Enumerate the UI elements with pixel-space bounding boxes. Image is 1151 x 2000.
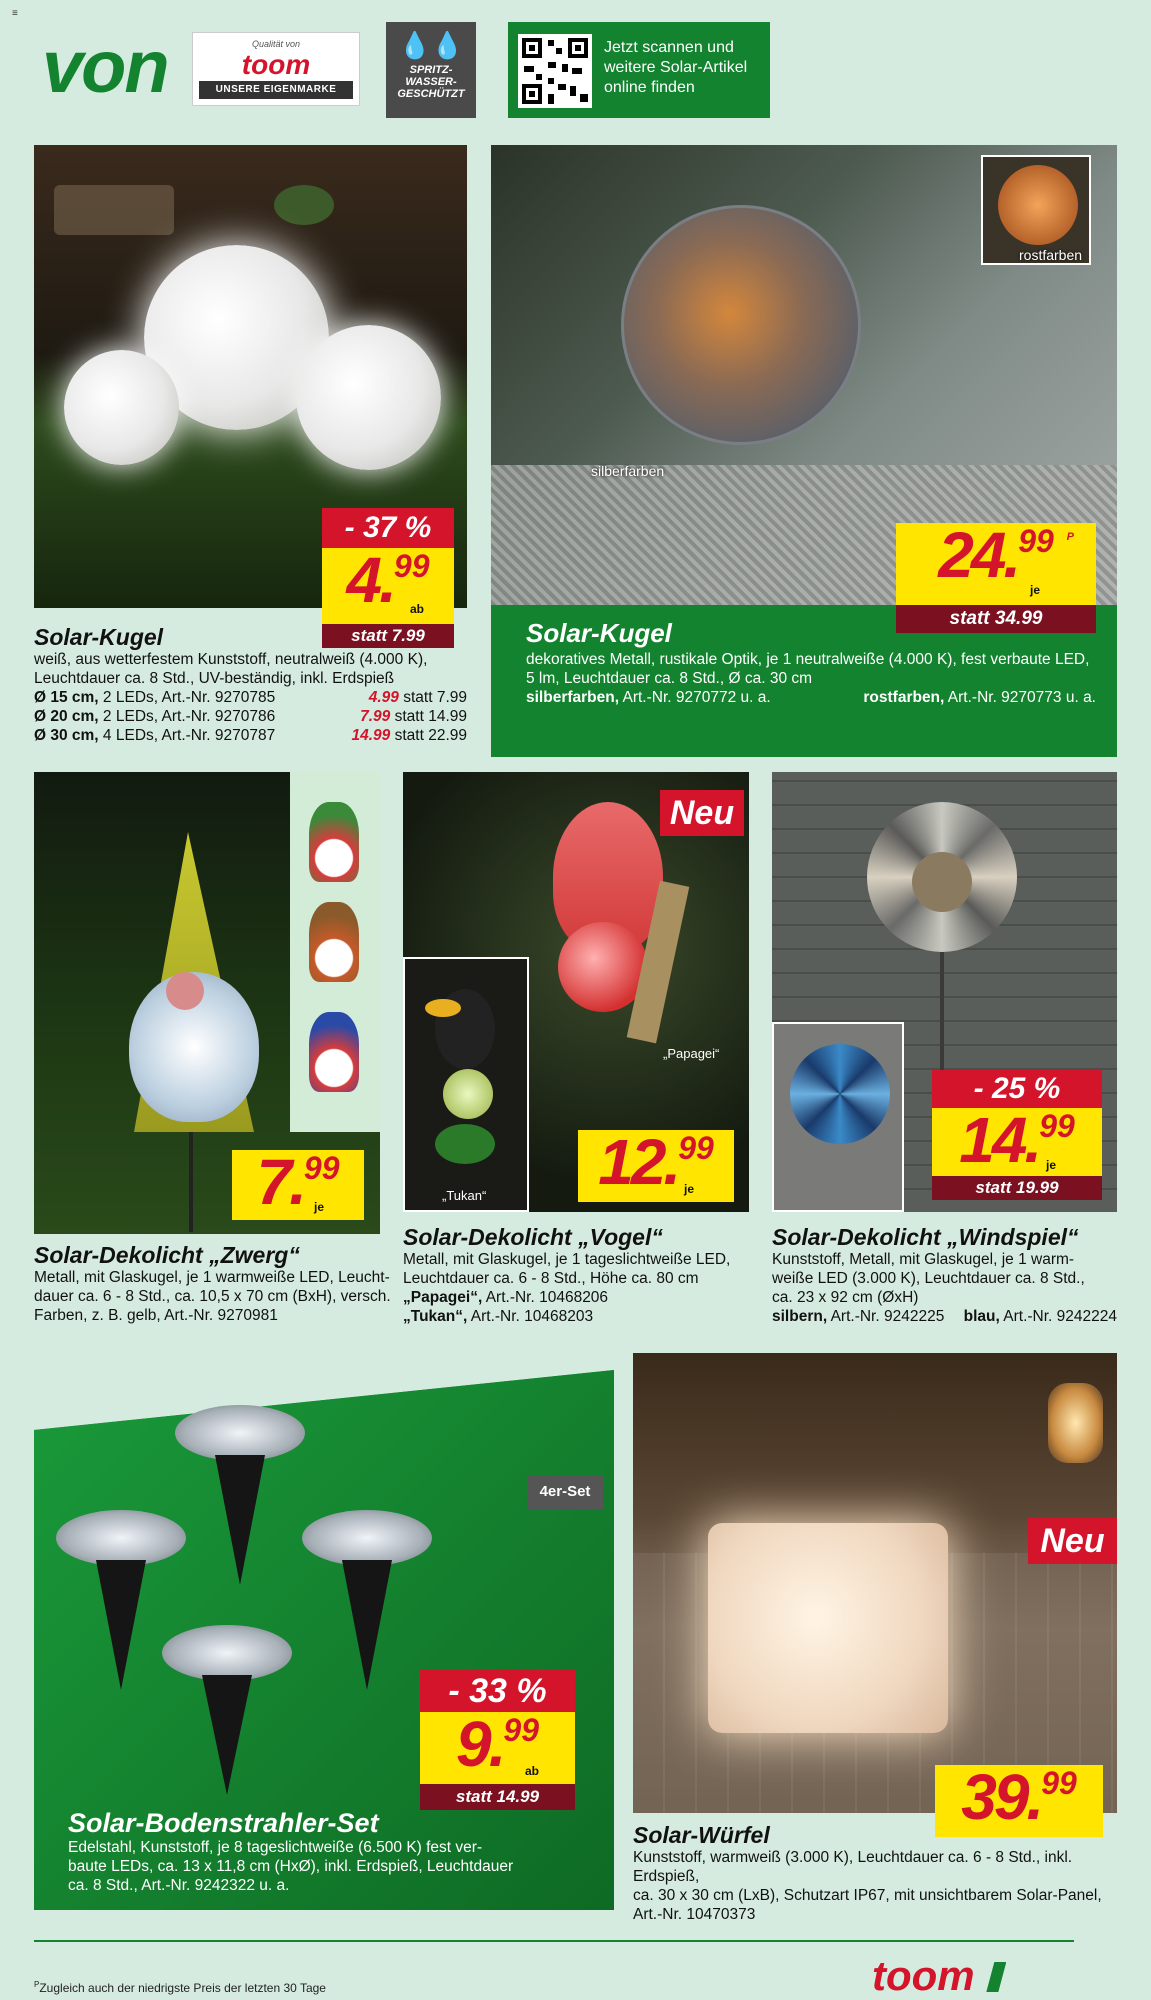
qr-line3: online finden	[604, 79, 695, 96]
price-cents: 99	[393, 548, 430, 584]
label-rostfarben: rostfarben	[1019, 247, 1083, 263]
footer-logo-text: toom	[872, 1952, 975, 1999]
price-tag	[932, 1104, 1102, 1176]
product-info-p4	[403, 1224, 763, 1326]
variant-size: Ø 20 cm,	[34, 708, 99, 725]
footer-note-mark: P	[34, 1980, 40, 1989]
variant-row	[34, 726, 467, 745]
variant-name: silbern,	[772, 1308, 828, 1325]
new-badge-p7: Neu	[1028, 1518, 1117, 1564]
variant-name: rostfarben,	[863, 689, 945, 706]
variant-size: Ø 15 cm,	[34, 689, 99, 706]
product-desc-1: Metall, mit Glaskugel, je 1 warmweiße LED, Leucht-	[34, 1269, 390, 1286]
brand-prefix: von	[42, 25, 168, 108]
product-desc-2: dauer ca. 6 - 8 Std., ca. 10,5 x 70 cm (BxH), versch.	[34, 1288, 391, 1305]
variant-name: silberfarben,	[526, 689, 620, 706]
label-silberfarben: silberfarben	[591, 463, 665, 479]
spritz-line1: SPRITZ-	[409, 64, 453, 76]
product-desc-1: Kunststoff, Metall, mit Glaskugel, je 1 warm-	[772, 1251, 1075, 1268]
product-title: Solar-Bodenstrahler-Set	[68, 1808, 379, 1838]
price-tag	[420, 1708, 575, 1784]
product-desc-2: 5 lm, Leuchtdauer ca. 8 Std., Ø ca. 30 cm	[526, 670, 813, 687]
product-info-p1	[34, 624, 467, 745]
variant-statt: statt 14.99	[390, 708, 467, 725]
product-info-p5	[772, 1224, 1117, 1326]
qr-promo-box[interactable]	[508, 22, 770, 118]
product-desc-2: baute LEDs, ca. 13 x 11,8 cm (HxØ), inkl. Erdspieß, Leuchtdauer	[68, 1858, 514, 1875]
label-papagei: „Papagei“	[663, 1046, 720, 1061]
variant-statt: statt 22.99	[390, 727, 467, 744]
product-info-p2	[526, 620, 1096, 707]
statt-price: statt 14.99	[420, 1784, 575, 1810]
product-desc-3: Farben, z. B. gelb, Art.-Nr. 9270981	[34, 1307, 278, 1324]
variant-row	[34, 707, 467, 726]
price-unit: je	[1045, 1158, 1056, 1172]
footer-divider	[34, 1940, 1074, 1942]
variant-row	[34, 688, 467, 707]
variant-text: Art.-Nr. 9242225	[827, 1308, 945, 1325]
price-int: 9.	[456, 1708, 504, 1780]
variant-2	[403, 1307, 763, 1326]
product-desc-3: ca. 8 Std., Art.-Nr. 9242322 u. a.	[68, 1877, 290, 1894]
variant-1	[403, 1288, 763, 1307]
variant-text: Art.-Nr. 9270773 u. a.	[944, 689, 1096, 706]
qr-line2: weitere Solar-Artikel	[604, 59, 748, 76]
price-int: 14.	[959, 1104, 1040, 1176]
corner-mark: ≡	[12, 8, 18, 19]
product-desc-1: Edelstahl, Kunststoff, je 8 tageslichtweiße (6.500 K) fest ver-	[68, 1839, 483, 1856]
variant-text: 2 LEDs, Art.-Nr. 9270786	[98, 708, 276, 725]
price-badge-p5	[932, 1070, 1102, 1200]
price-tag	[322, 544, 454, 624]
qr-line1: Jetzt scannen und	[604, 39, 734, 56]
variant-price: 14.99	[351, 727, 391, 744]
spritz-line3: GESCHÜTZT	[397, 88, 465, 100]
product-desc-1: dekoratives Metall, rustikale Optik, je 1 neutralweiße (4.000 K), fest verbaute LED,	[526, 651, 1090, 668]
statt-price: statt 19.99	[932, 1176, 1102, 1200]
variant-text: 4 LEDs, Art.-Nr. 9270787	[98, 727, 276, 744]
price-unit: je	[1029, 583, 1040, 597]
product-info-p3	[34, 1242, 394, 1325]
toom-brand-tag	[192, 32, 360, 106]
price-badge-p4	[578, 1126, 734, 1202]
price-cents: 99	[503, 1712, 539, 1748]
product-desc-1: Metall, mit Glaskugel, je 1 tageslichtweiße LED,	[403, 1251, 731, 1268]
price-cents: 99	[1018, 523, 1054, 559]
variant-row	[526, 688, 1096, 707]
product-info-p7	[633, 1822, 1117, 1924]
statt-price: statt 7.99	[322, 624, 454, 648]
product-desc-2: Leuchtdauer ca. 8 Std., UV-beständig, inkl. Erdspieß	[34, 670, 395, 687]
product-title: Solar-Dekolicht „Zwerg“	[34, 1242, 300, 1268]
variant-text: Art.-Nr. 9270772 u. a.	[619, 689, 771, 706]
toom-logo: toom	[241, 49, 311, 80]
product-title: Solar-Dekolicht „Windspiel“	[772, 1224, 1079, 1250]
price-unit: ab	[409, 602, 424, 616]
product-desc-2: Leuchtdauer ca. 6 - 8 Std., Höhe ca. 80 cm	[403, 1270, 699, 1287]
product-desc-3: Art.-Nr. 10470373	[633, 1906, 756, 1923]
product-desc-1: weiß, aus wetterfestem Kunststoff, neutralweiß (4.000 K),	[34, 651, 428, 668]
variant-row	[772, 1307, 1117, 1326]
new-badge-p4: Neu	[660, 790, 744, 836]
qr-code-icon[interactable]	[518, 34, 592, 108]
discount-label: - 37 %	[322, 508, 454, 548]
footer-note-text: Zugleich auch der niedrigste Preis der letzten 30 Tage	[39, 1981, 326, 1995]
statt-price: statt 34.99	[896, 605, 1096, 633]
price-tag	[896, 519, 1096, 605]
product-title: Solar-Dekolicht „Vogel“	[403, 1224, 663, 1250]
variant-statt: statt 7.99	[398, 689, 467, 706]
price-cents: 99	[678, 1130, 714, 1166]
price-int: 4.	[346, 544, 394, 616]
toom-house-icon	[986, 1962, 1006, 1992]
toom-bar-text: UNSERE EIGENMARKE	[199, 81, 353, 99]
set-badge: 4er-Set	[527, 1475, 603, 1509]
price-unit: je	[683, 1182, 694, 1196]
price-badge-p3	[232, 1146, 364, 1220]
product-panel-solar-kugel-metal	[491, 145, 1117, 757]
product-title: Solar-Würfel	[633, 1822, 770, 1848]
product-title: Solar-Kugel	[34, 624, 164, 650]
product-desc-2: weiße LED (3.000 K), Leuchtdauer ca. 8 Std.,	[772, 1270, 1085, 1287]
price-int: 39.	[961, 1761, 1042, 1833]
spritz-line2: WASSER-	[405, 76, 457, 88]
discount-label: - 33 %	[420, 1670, 575, 1712]
variant-name: „Papagei“,	[403, 1289, 483, 1306]
product-image-wuerfel	[633, 1353, 1117, 1813]
price-footnote-mark: P	[1066, 531, 1074, 543]
price-int: 7.	[256, 1146, 304, 1218]
variant-name: „Tukan“,	[403, 1308, 468, 1325]
price-unit: je	[313, 1200, 324, 1214]
price-cents: 99	[303, 1150, 340, 1186]
variant-name: blau,	[963, 1308, 1000, 1325]
water-drops-icon: 💧💧	[398, 30, 464, 60]
product-info-p6	[68, 1808, 588, 1895]
product-desc-2: ca. 30 x 30 cm (LxB), Schutzart IP67, mit unsichtbarem Solar-Panel,	[633, 1887, 1102, 1904]
variant-text: Art.-Nr. 9242224	[999, 1308, 1117, 1325]
label-tukan: „Tukan“	[442, 1188, 487, 1203]
product-desc-1: Kunststoff, warmweiß (3.000 K), Leuchtdauer ca. 6 - 8 Std., inkl. Erdspieß,	[633, 1849, 1073, 1885]
price-cents: 99	[1041, 1765, 1077, 1801]
price-int: 12.	[598, 1126, 679, 1198]
variant-text: Art.-Nr. 10468203	[467, 1308, 594, 1325]
price-cents: 99	[1039, 1108, 1075, 1144]
variant-size: Ø 30 cm,	[34, 727, 99, 744]
discount-label: - 25 %	[932, 1070, 1102, 1108]
variant-price: 7.99	[360, 708, 391, 725]
price-int: 24.	[938, 519, 1019, 591]
variant-price: 4.99	[368, 689, 399, 706]
splash-proof-badge	[386, 22, 476, 118]
product-desc-3: ca. 23 x 92 cm (ØxH)	[772, 1289, 919, 1306]
variant-text: Art.-Nr. 10468206	[482, 1289, 609, 1306]
price-badge-p2	[896, 519, 1096, 633]
toom-small-text: Qualität von	[251, 39, 301, 49]
price-unit: ab	[524, 1764, 539, 1778]
product-title: Solar-Kugel	[526, 618, 672, 648]
variant-text: 2 LEDs, Art.-Nr. 9270785	[98, 689, 276, 706]
footer-toom-logo	[872, 1952, 1006, 2000]
footer-note	[34, 1980, 326, 1995]
price-badge-p6	[420, 1670, 575, 1810]
